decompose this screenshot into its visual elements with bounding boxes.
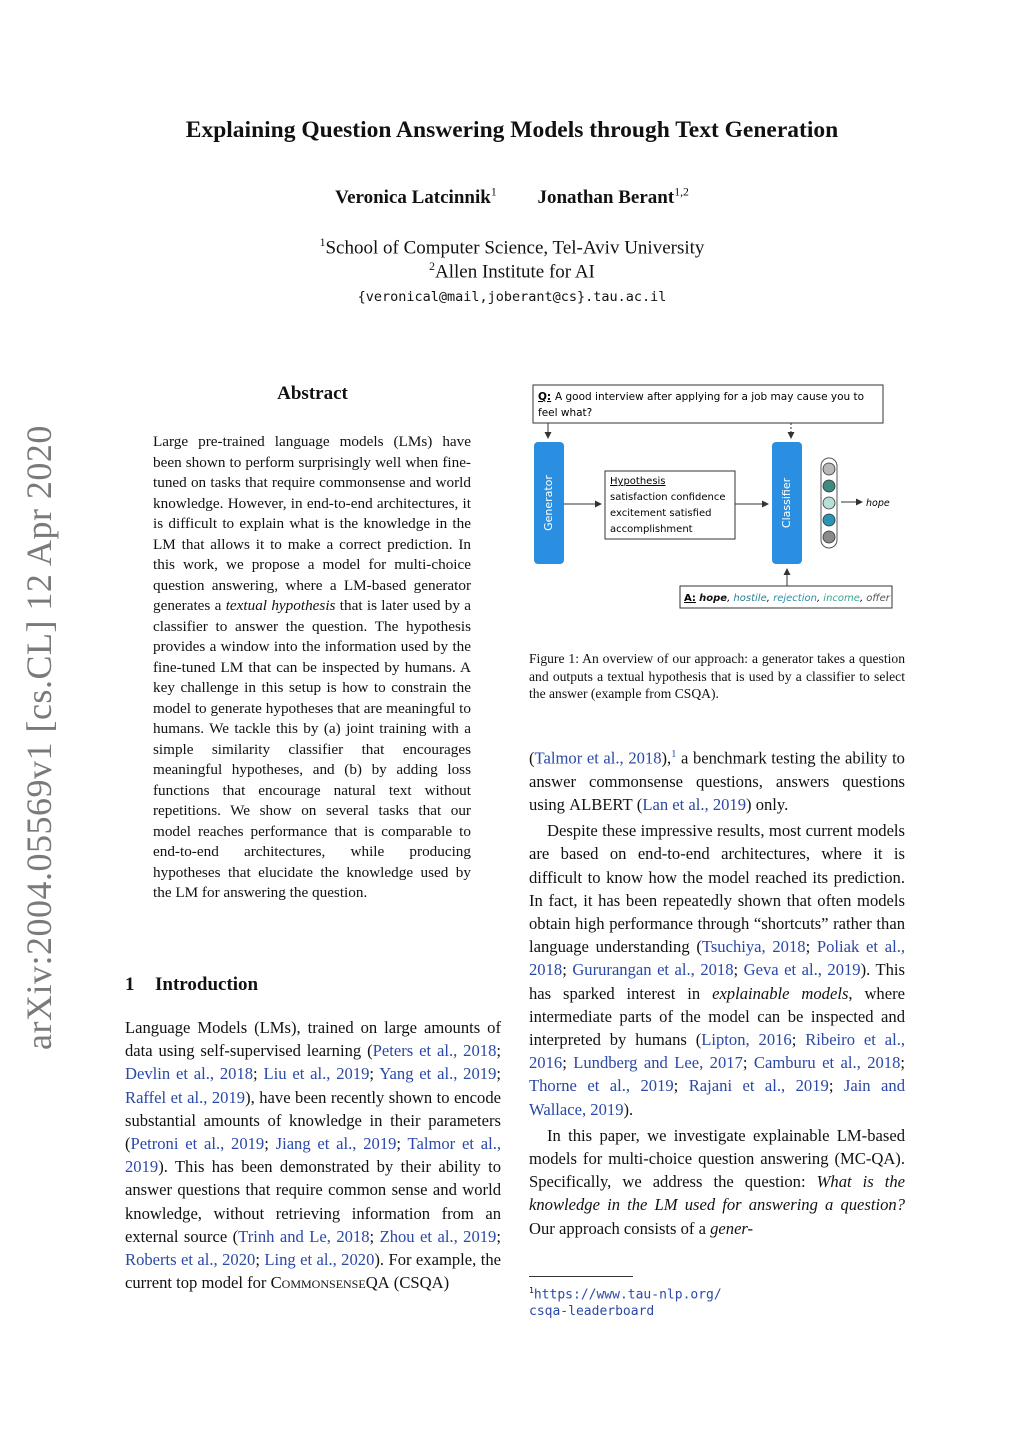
citation-link[interactable]: Tsuchiya, 2018 xyxy=(701,937,806,957)
author-list xyxy=(0,186,1024,209)
footnote-link[interactable]: csqa-leaderboard xyxy=(529,1304,655,1320)
classifier-label: Classifier xyxy=(780,477,793,529)
citation-link[interactable]: Poliak et al., 2018 xyxy=(529,937,905,980)
citation-link[interactable]: Talmor et al., 2018 xyxy=(534,748,662,768)
citation-link[interactable]: Zhou et al., 2019 xyxy=(379,1226,497,1246)
citation-link[interactable]: Ribeiro et al., 2016 xyxy=(529,1029,905,1073)
dataset-name: CommonsenseQA xyxy=(270,1273,390,1293)
citation-link[interactable]: Petroni et al., 2019 xyxy=(130,1134,265,1154)
score-circle xyxy=(823,480,835,492)
score-circle xyxy=(823,531,835,543)
footnote-marker[interactable]: 1 xyxy=(671,749,677,760)
output-answer: hope xyxy=(866,498,890,509)
citation-link[interactable]: Lundberg and Lee, 2017 xyxy=(573,1053,743,1073)
citation-link[interactable]: Thorne et al., 2019 xyxy=(529,1076,674,1096)
question-label: Q: xyxy=(538,391,552,403)
answer-choices: A: hope, hostile, rejection, income, offer xyxy=(684,593,890,604)
paragraph: (Talmor et al., 2018),$^1$ a benchmark testing the ability to answer commonsense questions, answers questions using ALBERT (Lan et al., 2019) only. xyxy=(529,748,905,814)
abstract-heading: Abstract xyxy=(277,383,348,404)
right-column-text xyxy=(529,743,905,1243)
score-circle xyxy=(823,497,835,509)
author-1: Veronica Latcinnik$^1$ xyxy=(335,186,497,209)
citation-link[interactable]: Yang et al., 2019 xyxy=(379,1064,497,1084)
citation-link[interactable]: Jain and Wallace, 2019 xyxy=(529,1076,906,1119)
question-text-line-2: feel what? xyxy=(538,407,593,419)
paper-title: Explaining Question Answering Models through Text Generation xyxy=(185,117,839,143)
footnote-link[interactable]: https://www.tau-nlp.org/ xyxy=(533,1287,722,1303)
generator-label: Generator xyxy=(542,475,555,531)
paragraph: In this paper, we investigate explainable LM-based models for multi-choice question answering (MC-QA). Specifically, we address the question: What is the knowledge in the LM used for answering a question? Our approach consists of a gener- xyxy=(529,1125,905,1238)
hypothesis-line: satisfaction confidence xyxy=(610,492,726,503)
citation-link[interactable]: Rajani et al., 2019 xyxy=(688,1076,829,1096)
citation-link[interactable]: Devlin et al., 2018 xyxy=(125,1064,254,1084)
paragraph: Despite these impressive results, most current models are based on end-to-end architectures, where it is difficult to know how the model reached its prediction. In fact, it has been repeatedly shown that often models obtain high performance through “shortcuts” rather than language understanding (Tsuchiya, 2018; Poliak et al., 2018; Gururangan et al., 2018; Geva et al., 2019). This has sparked interest in explainable models, where intermediate parts of the model can be inspected and interpreted by humans (Lipton, 2016; Ribeiro et al., 2016; Lundberg and Lee, 2017; Camburu et al., 2018; Thorne et al., 2019; Rajani et al., 2019; Jain and Wallace, 2019). xyxy=(529,821,906,1119)
hypothesis-line: accomplishment xyxy=(610,524,693,535)
score-circle xyxy=(823,514,835,526)
citation-link[interactable]: Ling et al., 2020 xyxy=(264,1250,375,1270)
affiliation-2: $^2$Allen Institute for AI xyxy=(429,260,595,283)
footnote-rule xyxy=(529,1276,633,1277)
citation-link[interactable]: Jiang et al., 2019 xyxy=(275,1134,397,1154)
introduction-paragraph: Language Models (LMs), trained on large amounts of data using self-supervised learning (Peters et al., 2018; Devlin et al., 2018; Liu et al., 2019; Yang et al., 2019; Raffel et al., 2019), have been recently shown to encode substantial amounts of knowledge in their parameters (Petroni et al., 2019; Jiang et al., 2019; Talmor et al., 2019). This has been demonstrated by their ability to answer questions that require common sense and world knowledge, without retrieving information from an external source (Trinh and Le, 2018; Zhou et al., 2019; Roberts et al., 2020; Ling et al., 2020). For example, the current top model for CommonsenseQA (CSQA) xyxy=(125,1018,502,1293)
citation-link[interactable]: Lan et al., 2019 xyxy=(642,794,747,814)
citation-link[interactable]: Geva et al., 2019 xyxy=(743,960,861,980)
footnote: $^1$https://www.tau-nlp.org/ csqa-leaderboard xyxy=(529,1286,722,1320)
citation-link[interactable]: Liu et al., 2019 xyxy=(263,1064,370,1084)
section-heading-introduction: 1 Introduction xyxy=(125,974,259,995)
citation-link[interactable]: Lipton, 2016 xyxy=(701,1029,792,1049)
arxiv-identifier: arXiv:2004.05569v1 [cs.CL] 12 Apr 2020 xyxy=(19,425,59,1050)
citation-link[interactable]: Peters et al., 2018 xyxy=(372,1041,497,1061)
author-2: Jonathan Berant$^{1,2}$ xyxy=(537,186,689,209)
model-name: ALBERT xyxy=(569,794,633,814)
question-text-line-1: A good interview after applying for a job may cause you to xyxy=(555,391,865,403)
hypothesis-label: Hypothesis xyxy=(610,476,666,487)
citation-link[interactable]: Trinh and Le, 2018 xyxy=(238,1226,370,1246)
citation-link[interactable]: Raffel et al., 2019 xyxy=(125,1087,246,1107)
figure-1-diagram xyxy=(529,380,909,615)
abstract-body: Large pre-trained language models (LMs) have been shown to perform surprisingly well when fine-tuned on tasks that require commonsense and world knowledge. However, in end-to-end architectures, it is difficult to explain what is the knowledge in the LM that allows it to make a correct prediction. In this work, we propose a model for multi-choice question answering, where a LM-based generator generates a textual hypothesis that is later used by a classifier to answer the question. The hypothesis provides a window into the information used by the fine-tuned LM that can be inspected by humans. A key challenge in this setup is how to constrain the model to generate hypotheses that are meaningful to humans. We tackle this by (a) joint training with a simple similarity classifier that encourages meaningful hypotheses, and (b) by adding loss functions that encourage natural text without repetitions. We show on several tasks that our model reaches performance that is comparable to end-to-end architectures, while producing hypotheses that elucidate the knowledge used by the LM for answering the question. xyxy=(153,433,471,901)
hypothesis-line: excitement satisfied xyxy=(610,508,712,519)
score-circle xyxy=(823,463,835,475)
citation-link[interactable]: Roberts et al., 2020 xyxy=(125,1250,256,1270)
citation-link[interactable]: Camburu et al., 2018 xyxy=(753,1053,901,1073)
citation-link[interactable]: Talmor et al., 2019 xyxy=(125,1134,501,1177)
figure-1-caption: Figure 1: An overview of our approach: a generator takes a question and outputs a textual hypothesis that is used by a classifier to select the answer (example from CSQA). xyxy=(529,651,905,701)
author-email: {veronical@mail,joberant@cs}.tau.ac.il xyxy=(357,289,667,305)
citation-link[interactable]: Gururangan et al., 2018 xyxy=(572,960,734,980)
affiliation-1: $^1$School of Computer Science, Tel-Aviv University xyxy=(319,236,705,259)
